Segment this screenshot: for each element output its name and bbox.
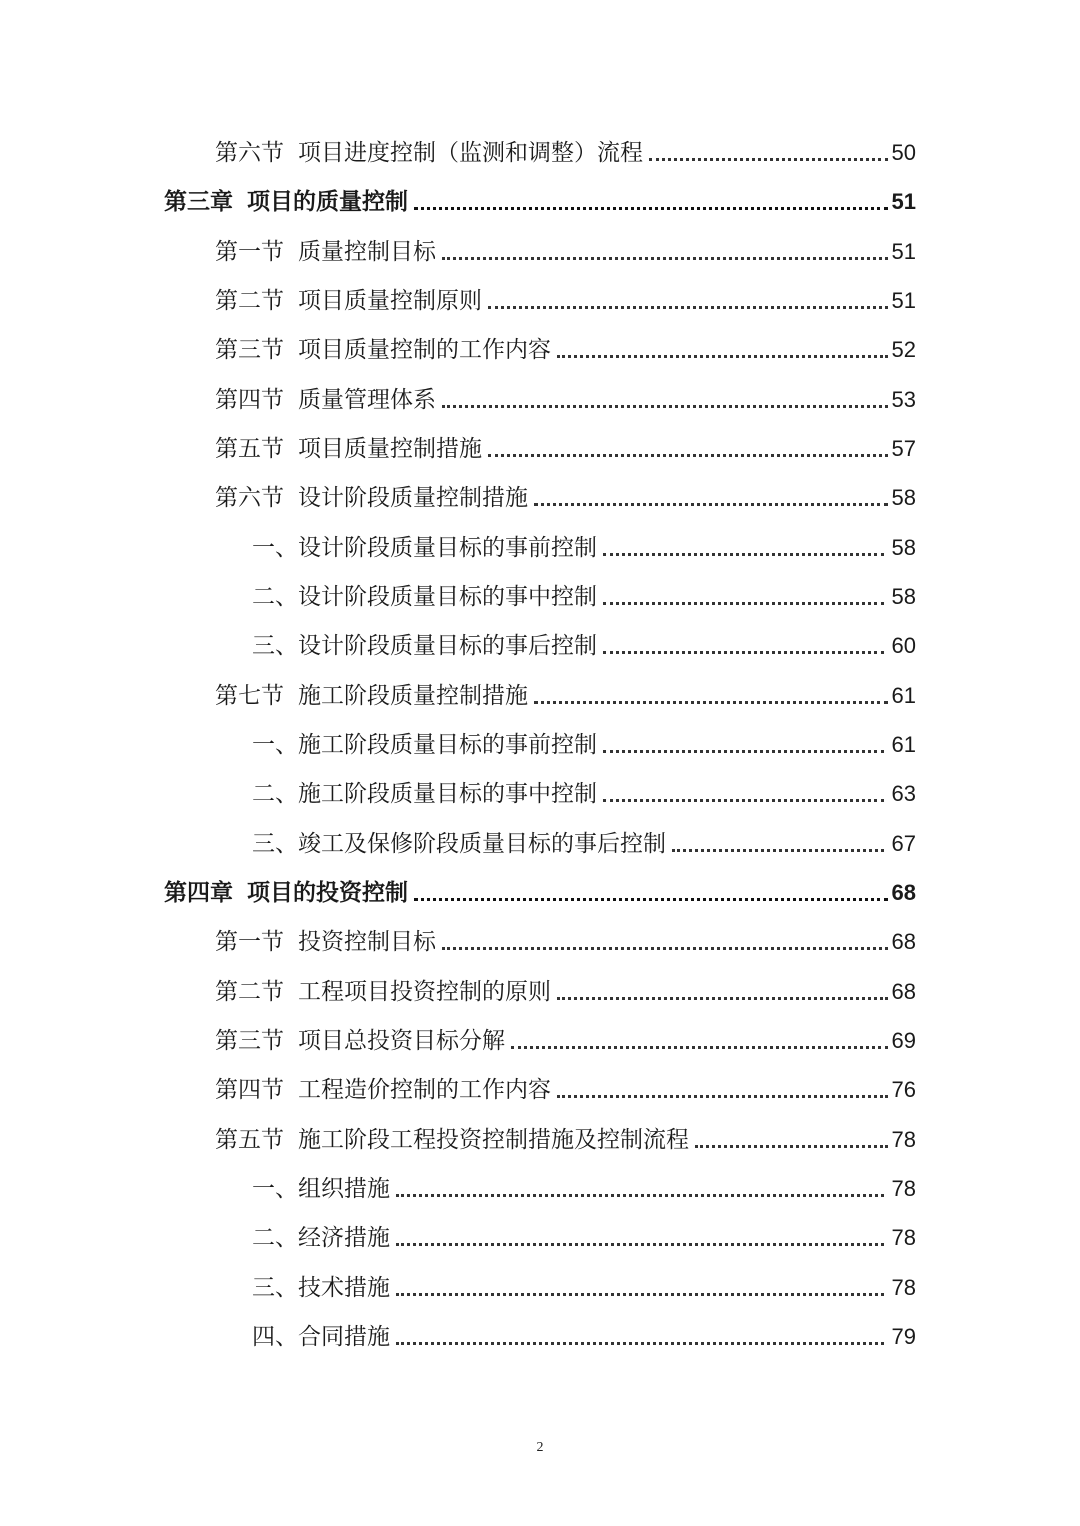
toc-entry-title: 项目质量控制措施 <box>298 436 482 462</box>
dot-leader <box>488 454 888 457</box>
toc-entry[interactable] <box>215 276 916 316</box>
dot-leader <box>557 997 888 1000</box>
toc-entry[interactable] <box>215 424 916 464</box>
dot-leader <box>603 602 884 605</box>
toc-entry[interactable] <box>215 1065 916 1105</box>
toc-entry-page: 58 <box>891 485 916 510</box>
toc-entry-number: 第四节 <box>215 1077 284 1103</box>
toc-entry-title: 施工阶段工程投资控制措施及控制流程 <box>298 1127 689 1153</box>
toc-entry-label <box>215 681 528 711</box>
toc-entry-title: 四、合同措施 <box>252 1324 390 1350</box>
toc-entry-page: 78 <box>891 1176 916 1201</box>
toc-entry-label <box>215 1075 551 1105</box>
dot-leader <box>534 701 888 704</box>
dot-leader <box>603 553 884 556</box>
toc-entry-page: 78 <box>891 1275 916 1300</box>
toc-entry-number: 第二节 <box>215 288 284 314</box>
toc-entry[interactable] <box>215 671 916 711</box>
toc-entry-title: 质量控制目标 <box>298 239 436 265</box>
toc-entry-label <box>215 977 551 1007</box>
dot-leader <box>672 849 884 852</box>
toc-entry-page: 78 <box>891 1127 916 1152</box>
dot-leader <box>557 355 888 358</box>
dot-leader <box>442 947 888 950</box>
toc-entry-label <box>215 335 551 365</box>
toc-entry-title: 一、设计阶段质量目标的事前控制 <box>252 535 597 561</box>
dot-leader <box>414 207 888 210</box>
toc-chapter-entry[interactable] <box>164 868 916 908</box>
dot-leader <box>396 1243 884 1246</box>
toc-entry-title: 二、施工阶段质量目标的事中控制 <box>252 781 597 807</box>
toc-subentry[interactable] <box>252 720 916 760</box>
toc-entry-page: 61 <box>891 732 916 757</box>
toc-entry-title: 工程造价控制的工作内容 <box>298 1077 551 1103</box>
toc-entry-page: 68 <box>891 929 916 954</box>
toc-entry-number: 第五节 <box>215 1127 284 1153</box>
dot-leader <box>557 1095 888 1098</box>
toc-entry-title: 二、设计阶段质量目标的事中控制 <box>252 584 597 610</box>
toc-entry-page: 51 <box>891 239 916 264</box>
toc-entry-page: 79 <box>891 1324 916 1349</box>
toc-entry-number: 第一节 <box>215 239 284 265</box>
toc-subentry[interactable] <box>252 1213 916 1253</box>
toc-entry-page: 63 <box>891 781 916 806</box>
toc-entry-page: 69 <box>891 1028 916 1053</box>
dot-leader <box>511 1046 888 1049</box>
toc-entry-number: 第七节 <box>215 683 284 709</box>
toc-entry-label <box>215 483 528 513</box>
toc-entry-label <box>215 434 482 464</box>
dot-leader <box>603 799 884 802</box>
toc-entry-number: 第六节 <box>215 485 284 511</box>
toc-entry-title: 施工阶段质量控制措施 <box>298 683 528 709</box>
toc-entry-page: 60 <box>891 633 916 658</box>
toc-entry-page: 51 <box>891 288 916 313</box>
toc-entry-title: 投资控制目标 <box>298 929 436 955</box>
toc-entry-number: 第四章 <box>164 879 233 906</box>
toc-entry-page: 67 <box>891 831 916 856</box>
toc-entry-page: 68 <box>891 880 916 905</box>
toc-entry-title: 项目质量控制原则 <box>298 288 482 314</box>
toc-subentry[interactable] <box>252 819 916 859</box>
toc-entry-title: 项目的投资控制 <box>247 879 408 906</box>
toc-entry-title: 三、竣工及保修阶段质量目标的事后控制 <box>252 831 666 857</box>
toc-entry-title: 工程项目投资控制的原则 <box>298 979 551 1005</box>
toc-entry-page: 61 <box>891 683 916 708</box>
toc-entry[interactable] <box>215 967 916 1007</box>
toc-entry-label <box>215 1026 505 1056</box>
toc-entry-title: 二、经济措施 <box>252 1225 390 1251</box>
toc-entry-number: 第三节 <box>215 1028 284 1054</box>
toc-entry-page: 51 <box>891 189 916 214</box>
toc-entry[interactable] <box>215 375 916 415</box>
toc-entry-label <box>215 286 482 316</box>
toc-entry-label <box>215 1125 689 1155</box>
toc-subentry[interactable] <box>252 769 916 809</box>
toc-entry-label <box>215 138 643 168</box>
dot-leader <box>603 750 884 753</box>
toc-entry-label <box>164 187 408 217</box>
toc-entry-page: 52 <box>891 337 916 362</box>
toc-entry-title: 三、技术措施 <box>252 1275 390 1301</box>
dot-leader <box>442 257 888 260</box>
toc-entry-page: 58 <box>891 535 916 560</box>
dot-leader <box>396 1342 884 1345</box>
toc-entry-page: 78 <box>891 1225 916 1250</box>
toc-subentry[interactable] <box>252 572 916 612</box>
toc-entry-number: 第五节 <box>215 436 284 462</box>
toc-entry[interactable] <box>215 1016 916 1056</box>
toc-entry-page: 50 <box>891 140 916 165</box>
toc-entry-number: 第四节 <box>215 387 284 413</box>
page-number: 2 <box>536 1440 544 1455</box>
toc-entry-title: 三、设计阶段质量目标的事后控制 <box>252 633 597 659</box>
dot-leader <box>649 158 888 161</box>
toc-entry-page: 58 <box>891 584 916 609</box>
toc-entry-page: 68 <box>891 979 916 1004</box>
toc-entry[interactable] <box>215 227 916 267</box>
toc-entry-label <box>215 237 436 267</box>
toc-entry-number: 第三章 <box>164 188 233 215</box>
toc-entry-page: 53 <box>891 387 916 412</box>
toc-entry-title: 设计阶段质量控制措施 <box>298 485 528 511</box>
toc-entry-title: 项目质量控制的工作内容 <box>298 337 551 363</box>
toc-entry-label <box>215 385 436 415</box>
toc-entry-title: 项目的质量控制 <box>247 188 408 215</box>
toc-chapter-entry[interactable] <box>164 177 916 217</box>
toc-entry-title: 一、组织措施 <box>252 1176 390 1202</box>
toc-entry[interactable] <box>215 1115 916 1155</box>
dot-leader <box>396 1194 884 1197</box>
toc-entry-title: 项目总投资目标分解 <box>298 1028 505 1054</box>
toc-entry-number: 第一节 <box>215 929 284 955</box>
toc-subentry[interactable] <box>252 523 916 563</box>
dot-leader <box>488 306 888 309</box>
toc-entry-page: 76 <box>891 1077 916 1102</box>
dot-leader <box>695 1145 888 1148</box>
toc-subentry[interactable] <box>252 1263 916 1303</box>
toc-entry-number: 第二节 <box>215 979 284 1005</box>
dot-leader <box>414 898 888 901</box>
toc-entry-number: 第三节 <box>215 337 284 363</box>
dot-leader <box>442 405 888 408</box>
toc-subentry[interactable] <box>252 1312 916 1352</box>
toc-entry-title: 质量管理体系 <box>298 387 436 413</box>
toc-subentry[interactable] <box>252 1164 916 1204</box>
dot-leader <box>534 503 888 506</box>
dot-leader <box>396 1293 884 1296</box>
toc-entry-number: 第六节 <box>215 140 284 166</box>
toc-entry-label <box>164 878 408 908</box>
toc-entry-title: 一、施工阶段质量目标的事前控制 <box>252 732 597 758</box>
toc-entry-title: 项目进度控制（监测和调整）流程 <box>298 140 643 166</box>
toc-entry[interactable] <box>215 325 916 365</box>
toc-entry-label <box>215 927 436 957</box>
toc-entry[interactable] <box>215 473 916 513</box>
toc-entry[interactable] <box>215 917 916 957</box>
toc-entry-page: 57 <box>891 436 916 461</box>
toc-subentry[interactable] <box>252 621 916 661</box>
dot-leader <box>603 651 884 654</box>
toc-entry[interactable] <box>215 128 916 168</box>
